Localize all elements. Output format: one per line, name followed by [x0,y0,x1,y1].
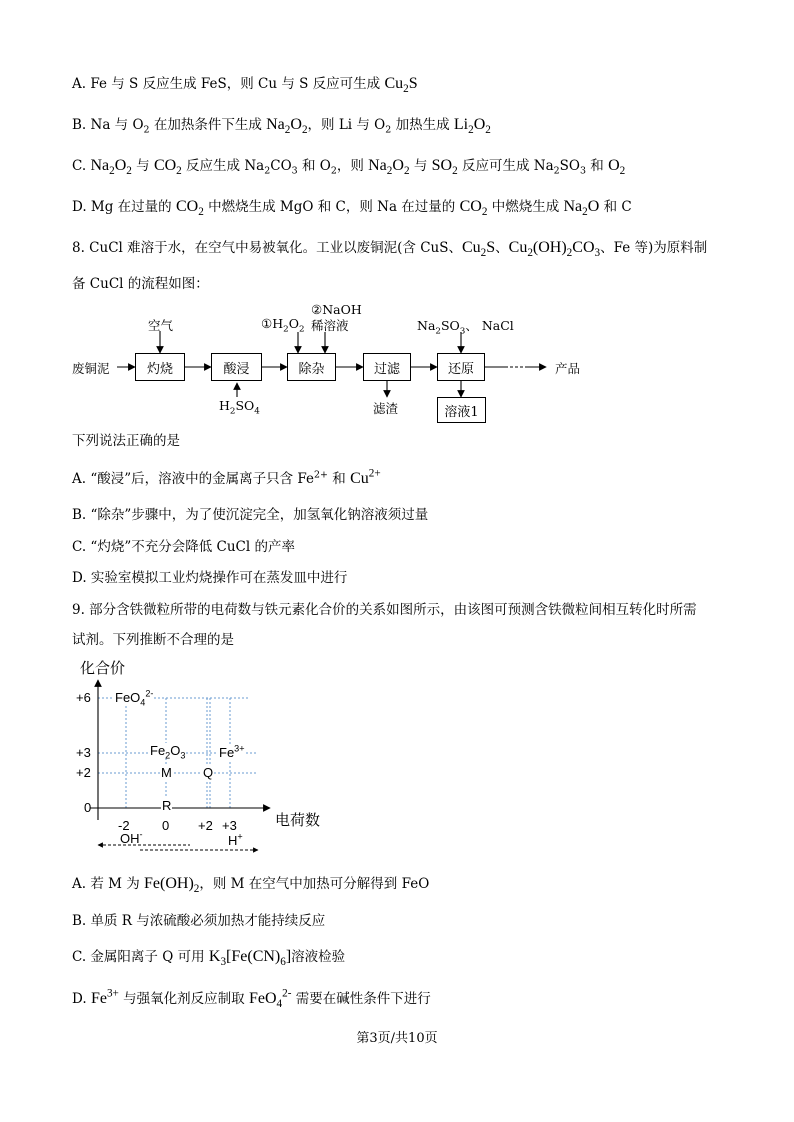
flow-box-filtration: 过滤 [363,353,411,381]
q9-option-b: B. 单质 R 与浓硫酸必须加热才能持续反应 [72,913,326,929]
flow-dilute-solution-label: 稀溶液 [311,318,349,333]
y-axis-label: 化合价 [80,660,126,677]
point-q: Q [203,765,214,780]
x-tick-minus2: -2 [118,818,130,833]
flow-box-solution1: 溶液1 [437,397,486,423]
q9-stem-line1: 9. 部分含铁微粒所带的电荷数与铁元素化合价的关系如图所示，由该图可预测含铁微粒间相互转化时所需 [72,602,697,618]
flow-start-label: 废铜泥 [72,361,110,376]
formula-cu2s: $Cu_2S$ [384,75,418,96]
flow-h2so4-label: $H_2SO_4$ [219,398,260,417]
q9-stem-line2: 试剂。下列推断不合理的是 [72,632,234,648]
x-tick-plus2: +2 [198,818,213,833]
q7-option-d: D. Mg 在过量的 $CO_2$ 中燃烧生成 MgO 和 C，则 Na 在过量的 $CO_2$ 中燃烧生成 $Na_2O$ 和 C [72,198,632,219]
point-fe2o3: $Fe_2O_3$ [150,743,186,761]
flow-reagent-na2so3-nacl: $Na_2SO_3$、 NaCl [417,318,514,337]
q8-stem-line1: 8. CuCl 难溶于水，在空气中易被氧化。工业以废铜泥(含 CuS、$Cu_2S$、$Cu_2(OH)_2CO_3$、Fe 等)为原料制 [72,239,708,260]
flow-naoh-label: ②NaOH [311,302,362,317]
q8-option-a: A. “酸浸”后，溶液中的金属离子只含 $Fe^{2+}$ 和 $Cu^{2+}$ [72,467,381,487]
q7-option-a [72,74,418,94]
point-r: R [162,798,172,813]
flow-air-label: 空气 [148,318,174,333]
y-tick-plus3: +3 [76,745,91,760]
chart-guide-lines [98,698,258,808]
q7-option-b: B. Na 与 $O_2$ 在加热条件下生成 $Na_2O_2$，则 Li 与 $O_2$ 加热生成 $Li_2O_2$ [72,116,491,137]
q9-option-a: A. 若 M 为 $Fe(OH)_2$，则 M 在空气中加热可分解得到 FeO [72,875,430,896]
x-tick-plus3: +3 [222,818,237,833]
q8-question: 下列说法正确的是 [72,433,180,449]
chart-axes [90,680,270,850]
x-tick-zero: 0 [162,818,170,833]
flow-box-impurity-removal: 除杂 [287,353,336,381]
point-feo4: FeO$_4^{2-}$ [115,688,154,708]
flow-box-acid-leach: 酸浸 [211,353,262,381]
y-tick-zero: 0 [84,800,92,815]
q8-option-d: D. 实验室模拟工业灼烧操作可在蒸发皿中进行 [72,570,348,586]
page-footer: 第3页/共10页 [356,1031,438,1046]
point-m: M [161,765,172,780]
y-tick-plus2: +2 [76,765,91,780]
q9-option-c: C. 金属阳离子 Q 可用 $K_3[Fe(CN)_6]$溶液检验 [72,948,346,969]
flow-product-label: 产品 [555,361,581,376]
point-fe3: $Fe^{3+}$ [219,743,245,760]
h-label: H+ [228,831,243,848]
flow-box-roasting: 灼烧 [135,353,185,381]
y-tick-plus6: +6 [76,690,91,705]
q8-option-b: B. “除杂”步骤中，为了使沉淀完全，加氢氧化钠溶液须过量 [72,507,429,523]
flow-residue-label: 滤渣 [373,401,399,416]
flow-h2o2-label: $①H_2O_2$ [261,316,305,335]
q9-option-d: D. $Fe^{3+}$ 与强氧化剂反应制取 FeO$_4^{2-}$ 需要在碱性条件下进行 [72,987,431,1011]
x-axis-label: 电荷数 [275,812,321,829]
q7-option-c: C. $Na_2O_2$ 与 $CO_2$ 反应生成 $Na_2CO_3$ 和 $O_2$，则 $Na_2O_2$ 与 $SO_2$ 反应可生成 $Na_2SO_3$ 和 $O_2$ [72,157,626,178]
q8-stem-line2: 备 CuCl 的流程如图： [72,276,209,292]
q8-option-c: C. “灼烧”不充分会降低 CuCl 的产率 [72,539,295,555]
oh-label: OH- [120,829,143,846]
flow-box-reduction: 还原 [437,353,485,381]
text: A. Fe 与 S 反应生成 FeS，则 Cu 与 S 反应可生成 [72,76,385,92]
